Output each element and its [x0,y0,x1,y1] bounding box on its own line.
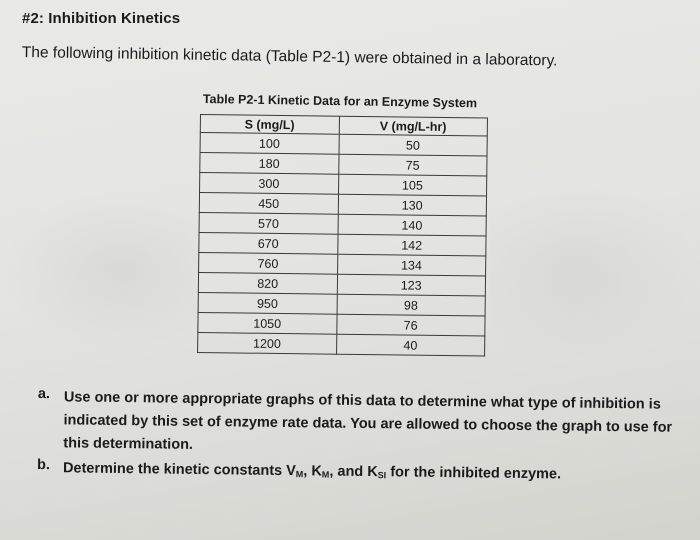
cell-substrate: 1200 [198,332,337,354]
bleed-through-shadow [490,180,700,360]
cell-substrate: 1050 [198,312,337,334]
question-b [37,457,677,491]
cell-substrate: 450 [199,193,338,215]
cell-velocity: 123 [337,274,486,296]
cell-substrate: 180 [200,153,339,175]
cell-substrate: 820 [198,272,337,294]
question-a-part3: You are allowed to choose the graph to use for this determination. [63,415,673,453]
cell-substrate: 950 [198,292,337,314]
table-body [198,133,488,356]
cell-velocity: 98 [337,294,486,316]
cell-velocity: 134 [337,254,486,276]
subscript: M [295,469,304,480]
question-a [37,386,678,463]
question-letter: a. [37,386,51,403]
cell-velocity: 50 [339,134,488,156]
cell-substrate: 100 [200,133,339,155]
subscript: SI [377,470,387,481]
cell-velocity: 105 [338,174,487,196]
question-b-part4: for the inhibited enzyme. [386,464,562,483]
bleed-through-shadow [0,190,200,350]
cell-substrate: 570 [199,212,338,234]
subscript: M [321,469,330,480]
cell-velocity: 130 [338,194,487,216]
cell-velocity: 140 [338,214,487,236]
kinetic-data-table-wrap [197,114,488,357]
cell-velocity: 75 [338,154,487,176]
question-b-part1: Determine the kinetic constants V [62,460,296,480]
table-row [198,332,485,356]
cell-substrate: 670 [199,232,338,254]
cell-substrate: 300 [200,173,339,195]
problem-intro: The following inhibition kinetic data (Table P2-1) were obtained in a laboratory. [21,44,558,70]
question-text [63,386,678,462]
column-header-substrate: S (mg/L) [200,115,339,135]
question-a-part1: Use one or more appropriate graphs of this data to [63,389,418,410]
cell-velocity: 76 [336,314,485,336]
question-text [63,457,561,489]
cell-velocity: 40 [336,334,485,356]
table-caption: Table P2-1 Kinetic Data for an Enzyme System [202,92,478,111]
cell-substrate: 760 [199,252,338,274]
question-list [37,386,678,493]
cell-velocity: 142 [337,234,486,256]
question-a-emphasis: determine what type of inhibition is indicated by this set of enzyme rate data. [63,393,661,432]
question-letter: b. [36,456,51,474]
question-b-part3: , and K [329,463,378,481]
question-b-part2: , K [303,463,322,480]
problem-heading: #2: Inhibition Kinetics [22,10,181,27]
kinetic-data-table [197,114,488,357]
column-header-velocity: V (mg/L-hr) [339,116,488,136]
